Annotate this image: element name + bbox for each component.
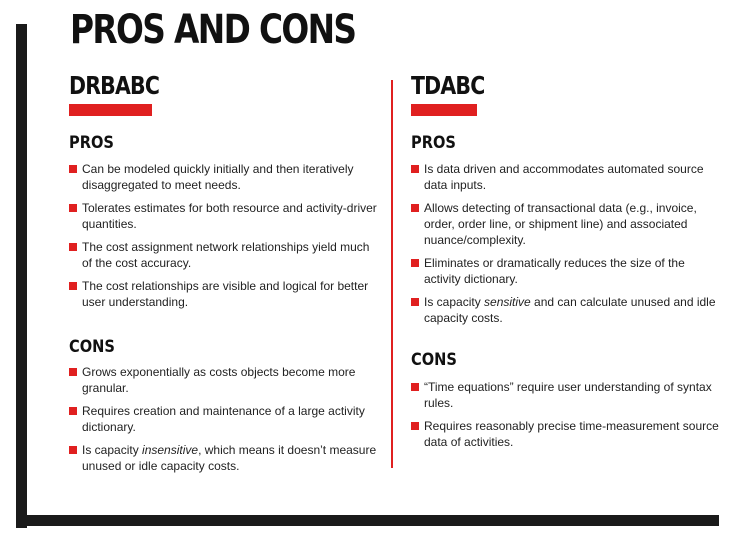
pros-label: PROS [411, 133, 456, 153]
bottom-frame-bar [16, 515, 719, 526]
left-frame-bar [16, 24, 27, 528]
bullet-square-icon [411, 383, 419, 391]
bullet-square-icon [411, 259, 419, 267]
item-text: “Time equations” require user understanding of syntax rules. [424, 380, 712, 410]
bullet-square-icon [411, 422, 419, 430]
item-text: The cost relationships are visible and logical for better user understanding. [82, 279, 369, 309]
item-text: and can calculate unused and idle capacity costs. [424, 295, 716, 325]
cons-label: CONS [69, 337, 115, 357]
item-text: The cost assignment network relationships yield much of the cost accuracy. [82, 240, 370, 270]
item-text: Grows exponentially as costs objects become more granular. [82, 365, 356, 395]
item-text: , which means it doesn’t measure unused or idle capacity costs. [82, 443, 377, 473]
list-item [69, 239, 379, 271]
list-item [69, 200, 379, 232]
list-item [69, 364, 379, 396]
bullet-square-icon [69, 368, 77, 376]
bullet-square-icon [411, 165, 419, 173]
item-text: Is data driven and accommodates automated source data inputs. [424, 162, 704, 192]
bullet-square-icon [69, 204, 77, 212]
cons-list [69, 364, 379, 474]
heading-underline-bar [411, 104, 477, 116]
list-item [411, 255, 723, 287]
item-text: Tolerates estimates for both resource and activity-driver quantities. [82, 201, 377, 231]
bullet-square-icon [69, 165, 77, 173]
pros-list [411, 161, 723, 326]
list-item [411, 379, 723, 411]
item-text: Requires creation and maintenance of a large activity dictionary. [82, 404, 365, 434]
pros-list [69, 161, 379, 310]
item-text: Is capacity [424, 295, 485, 309]
list-item [69, 403, 379, 435]
list-item [411, 200, 723, 248]
page-title: PROS AND CONS [70, 7, 356, 53]
list-item [69, 161, 379, 193]
bullet-square-icon [69, 407, 77, 415]
item-text: Is capacity [82, 443, 143, 457]
bullet-square-icon [69, 446, 77, 454]
item-text: Requires reasonably precise time-measurement source data of activities. [424, 419, 719, 449]
bullet-square-icon [411, 204, 419, 212]
bullet-square-icon [69, 243, 77, 251]
item-text: Allows detecting of transactional data (e.g., invoice, order, order line, or shipment line) and associated nuance/complexity. [424, 201, 697, 247]
pros-label: PROS [69, 133, 114, 153]
list-item [411, 418, 723, 450]
bullet-square-icon [411, 298, 419, 306]
heading-underline-bar [69, 104, 152, 116]
list-item [69, 442, 379, 474]
bullet-square-icon [69, 282, 77, 290]
list-item [69, 278, 379, 310]
column-heading: TDABC [411, 71, 485, 100]
column-heading: DRBABC [69, 71, 160, 100]
item-text: Can be modeled quickly initially and then iteratively disaggregated to meet needs. [82, 162, 354, 192]
cons-label: CONS [411, 350, 457, 370]
column-divider [391, 80, 393, 468]
item-text: Eliminates or dramatically reduces the size of the activity dictionary. [424, 256, 685, 286]
list-item [411, 161, 723, 193]
emphasis-text: sensitive [484, 295, 531, 309]
emphasis-text: insensitive [142, 443, 199, 457]
cons-list [411, 379, 723, 450]
list-item [411, 294, 723, 326]
